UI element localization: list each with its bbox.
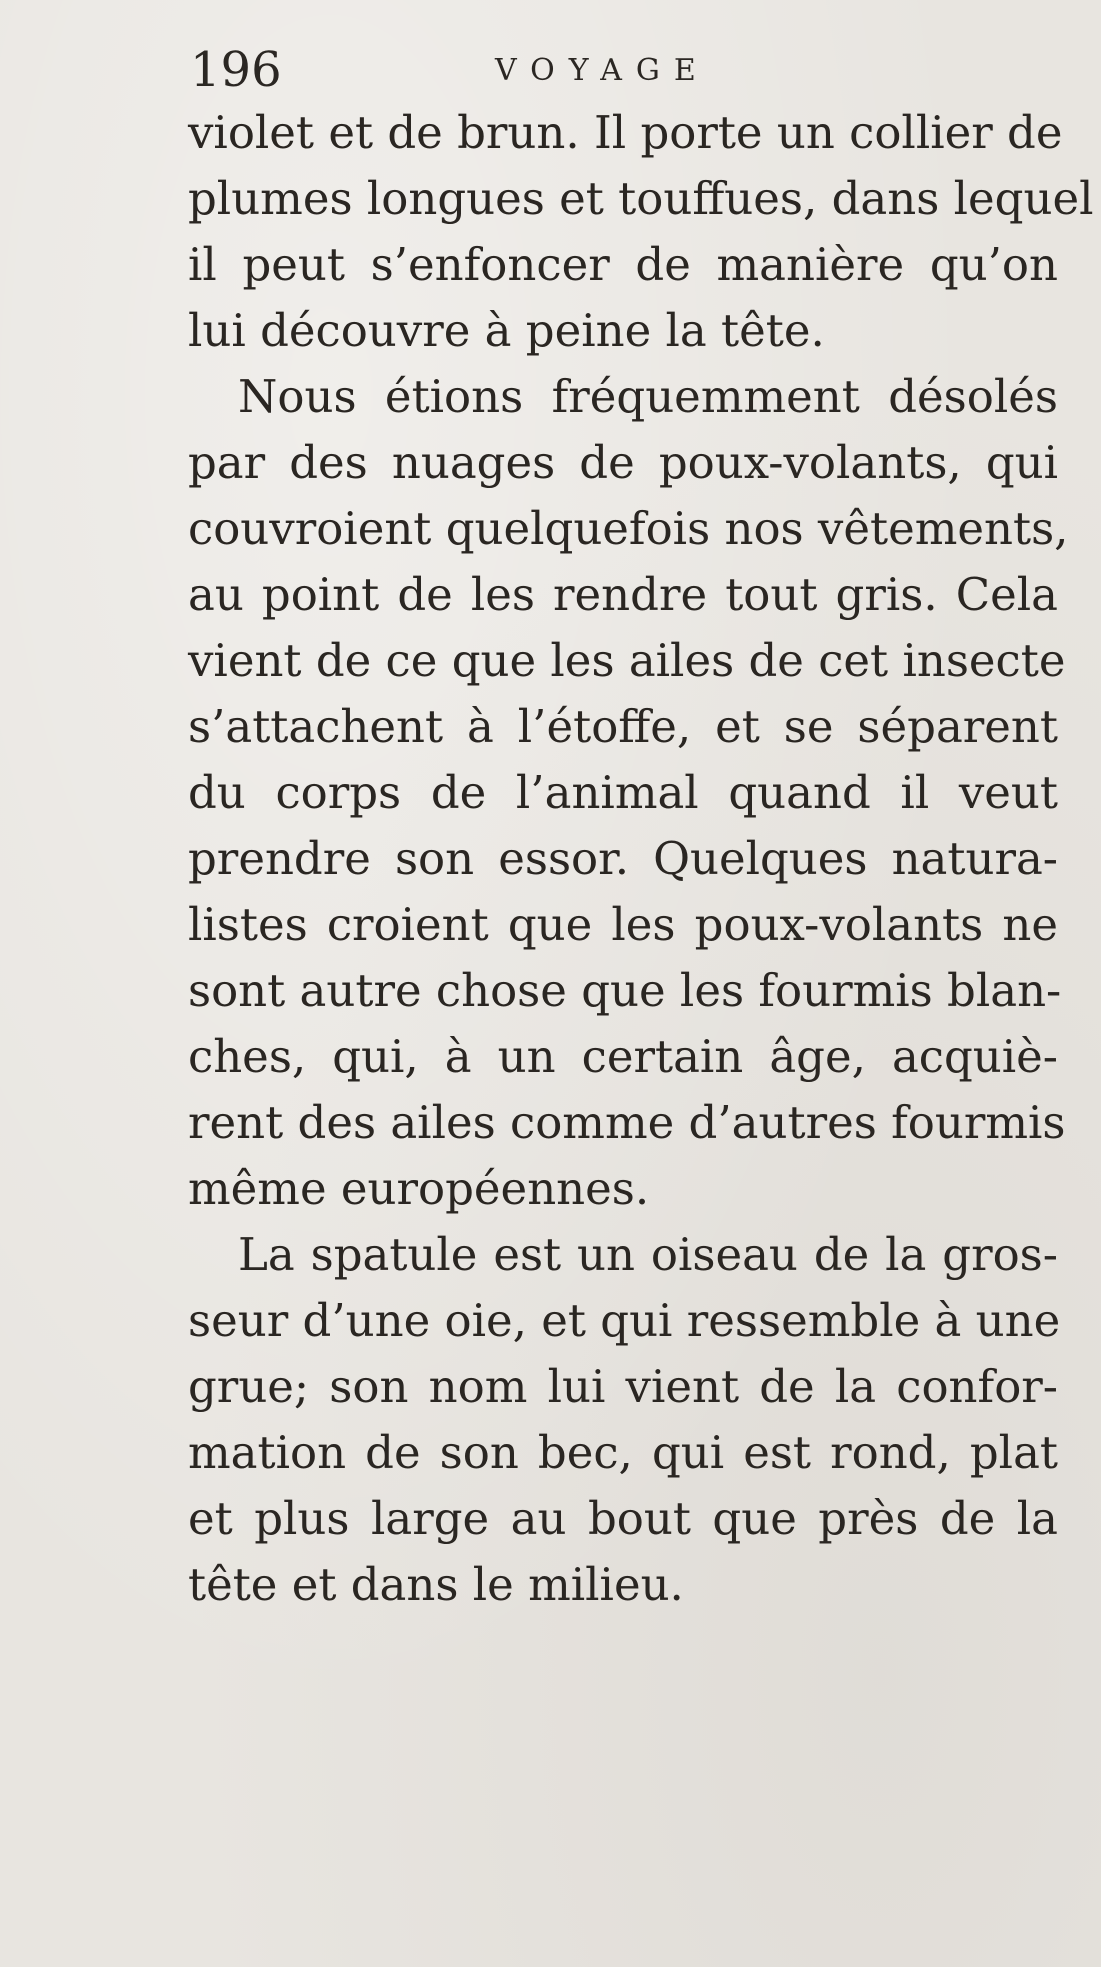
- text-line: s’attachent à l’étoffe, et se séparent: [188, 700, 1058, 753]
- text-line: couvroient quelquefois nos vêtements,: [188, 502, 1069, 555]
- text-line: La spatule est un oiseau de la gros-: [238, 1228, 1058, 1281]
- text-line: plumes longues et touffues, dans lequel: [188, 172, 1094, 225]
- text-line: listes croient que les poux-volants ne: [188, 898, 1058, 951]
- text-line: au point de les rendre tout gris. Cela: [188, 568, 1058, 621]
- text-line: du corps de l’animal quand il veut: [188, 766, 1058, 819]
- text-line: lui découvre à peine la tête.: [188, 304, 825, 357]
- text-line: par des nuages de poux-volants, qui: [188, 436, 1058, 489]
- text-line: Nous étions fréquemment désolés: [238, 370, 1058, 423]
- text-line: violet et de brun. Il porte un collier de: [188, 106, 1063, 159]
- text-line: seur d’une oie, et qui ressemble à une: [188, 1294, 1061, 1347]
- text-line: il peut s’enfoncer de manière qu’on: [188, 238, 1058, 291]
- text-line: sont autre chose que les fourmis blan-: [188, 964, 1062, 1017]
- text-line: prendre son essor. Quelques natura-: [188, 832, 1058, 885]
- text-line: mation de son bec, qui est rond, plat: [188, 1426, 1058, 1479]
- text-line: ches, qui, à un certain âge, acquiè-: [188, 1030, 1058, 1083]
- text-line: même européennes.: [188, 1162, 650, 1215]
- page-header: [190, 40, 1060, 100]
- running-title: VOYAGE: [495, 53, 710, 88]
- body-text: [188, 100, 1094, 1618]
- text-line: vient de ce que les ailes de cet insecte: [188, 634, 1066, 687]
- text-line: tête et dans le milieu.: [188, 1558, 684, 1611]
- text-line: grue; son nom lui vient de la confor-: [188, 1360, 1058, 1413]
- text-line: rent des ailes comme d’autres fourmis: [188, 1096, 1066, 1149]
- text-line: et plus large au bout que près de la: [188, 1492, 1058, 1545]
- page-number: 196: [190, 42, 282, 98]
